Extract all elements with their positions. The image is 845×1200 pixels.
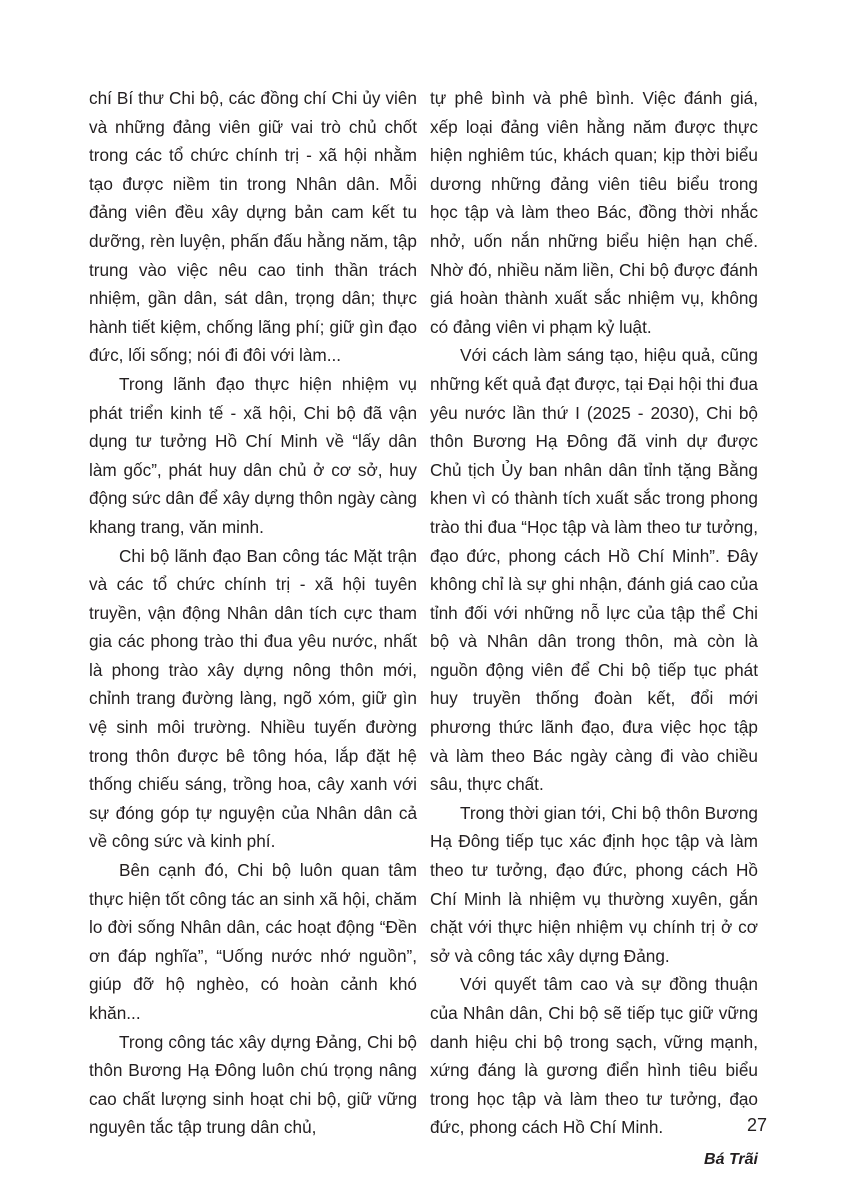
paragraph: tự phê bình và phê bình. Việc đánh giá, xếp loại đảng viên hằng năm được thực hiện nghiêm túc, khách quan; kịp thời biểu dương những đảng viên tiêu biểu trong học tập và làm theo Bác, đồng thời nhắc nhở, uốn nắn những biểu hiện hạn chế. Nhờ đó, nhiều năm liền, Chi bộ được đánh giá hoàn thành xuất sắc nhiệm vụ, không có đảng viên vi phạm kỷ luật. bbox=[430, 88, 758, 337]
paragraph: Bên cạnh đó, Chi bộ luôn quan tâm thực hiện tốt công tác an sinh xã hội, chăm lo đời sống Nhân dân, các hoạt động “Đền ơn đáp nghĩa”, “Uống nước nhớ nguồn”, giúp đỡ hộ nghèo, có hoàn cảnh khó khăn... bbox=[89, 860, 417, 1023]
paragraph: Chi bộ lãnh đạo Ban công tác Mặt trận và các tổ chức chính trị - xã hội tuyên truyền, vận động Nhân dân tích cực tham gia các phong trào thi đua yêu nước, nhất là phong trào xây dựng nông thôn mới, chỉnh trang đường làng, ngõ xóm, giữ gìn vệ sinh môi trường. Nhiều tuyến đường trong thôn được bê tông hóa, lắp đặt hệ thống chiếu sáng, trồng hoa, cây xanh với sự đóng góp tự nguyện của Nhân dân cả về công sức và kinh phí. bbox=[89, 545, 417, 852]
page-number: 27 bbox=[746, 1115, 767, 1135]
paragraph: Trong lãnh đạo thực hiện nhiệm vụ phát triển kinh tế - xã hội, Chi bộ đã vận dụng tư tưởng Hồ Chí Minh về “lấy dân làm gốc”, phát huy dân chủ ở cơ sở, huy động sức dân để xây dựng thôn ngày càng khang trang, văn minh. bbox=[89, 373, 417, 537]
paragraph: Với cách làm sáng tạo, hiệu quả, cũng những kết quả đạt được, tại Đại hội thi đua yêu nước lần thứ I (2025 - 2030), Chi bộ thôn Bương Hạ Đông đã vinh dự được Chủ tịch Ủy ban nhân dân tỉnh tặng Bằng khen vì có thành tích xuất sắc trong phong trào thi đua “Học tập và làm theo tư tưởng, đạo đức, phong cách Hồ Chí Minh”. Đây không chỉ là sự ghi nhận, đánh giá cao của tỉnh đối với những nỗ lực của tập thể Chi bộ và Nhân dân trong thôn, mà còn là nguồn động viên để Chi bộ tiếp tục phát huy truyền thống đoàn kết, đổi mới phương thức lãnh đạo, đưa việc học tập và làm theo Bác ngày càng đi vào chiều sâu, thực chất. bbox=[430, 345, 758, 795]
paragraph: chí Bí thư Chi bộ, các đồng chí Chi ủy viên và những đảng viên giữ vai trò chủ chốt trong các tổ chức chính trị - xã hội nhằm tạo được niềm tin trong Nhân dân. Mỗi đảng viên đều xây dựng bản cam kết tu dưỡng, rèn luyện, phấn đấu hằng năm, tập trung vào việc nêu cao tinh thần trách nhiệm, gần dân, sát dân, trọng dân; thực hành tiết kiệm, chống lãng phí; giữ gìn đạo đức, lối sống; nói đi đôi với làm... bbox=[89, 88, 417, 366]
right-column bbox=[430, 84, 758, 1175]
paragraph: Trong thời gian tới, Chi bộ thôn Bương Hạ Đông tiếp tục xác định học tập và làm theo tư tưởng, đạo đức, phong cách Hồ Chí Minh là nhiệm vụ thường xuyên, gắn chặt với thực hiện nhiệm vụ chính trị ở cơ sở và công tác xây dựng Đảng. bbox=[430, 802, 758, 966]
paragraph: Với quyết tâm cao và sự đồng thuận của Nhân dân, Chi bộ sẽ tiếp tục giữ vững danh hiệu chi bộ trong sạch, vững mạnh, xứng đáng là gương điển hình tiêu biểu trong học tập và làm theo tư tưởng, đạo đức, phong cách Hồ Chí Minh. bbox=[430, 974, 758, 1138]
author-byline: Bá Trãi bbox=[704, 1150, 758, 1168]
paragraph: Trong công tác xây dựng Đảng, Chi bộ thôn Bương Hạ Đông luôn chú trọng nâng cao chất lượng sinh hoạt chi bộ, giữ vững nguyên tắc tập trung dân chủ, bbox=[89, 1031, 417, 1138]
left-column bbox=[89, 84, 417, 1142]
